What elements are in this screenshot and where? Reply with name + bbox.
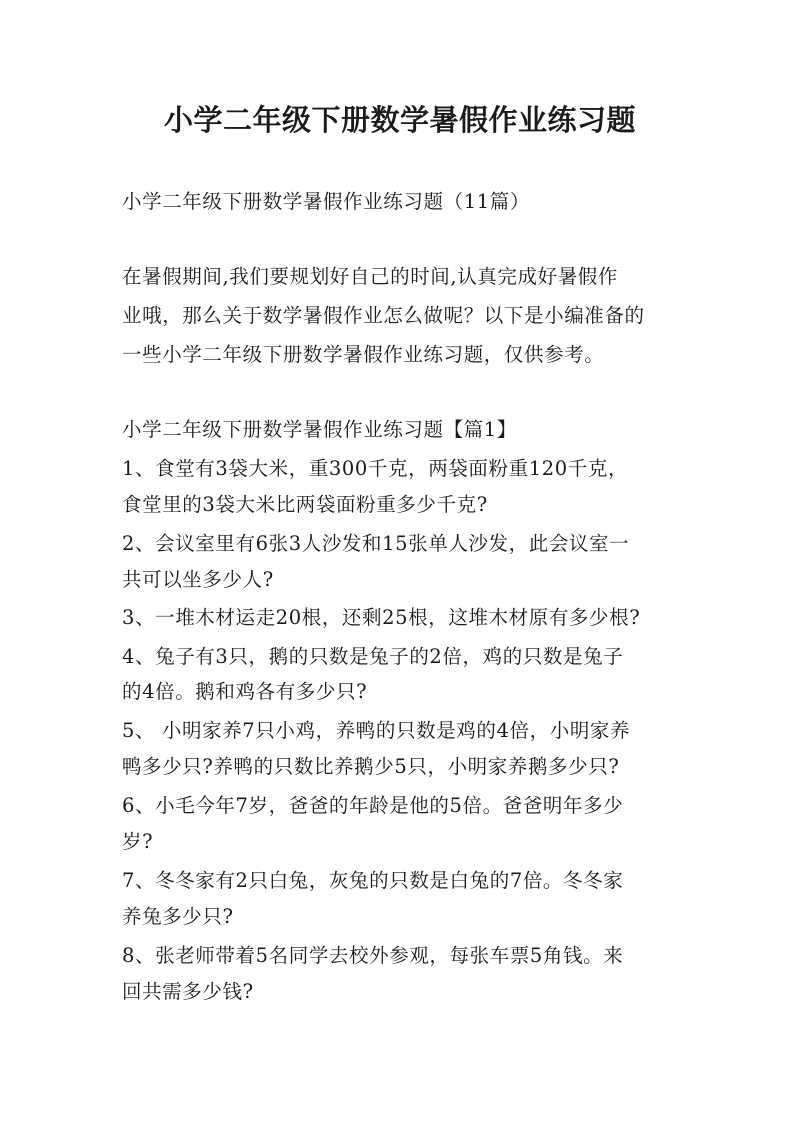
intro-line: 业哦，那么关于数学暑假作业怎么做呢？以下是小编准备的 bbox=[122, 304, 645, 327]
question-line: 共可以坐多少人? bbox=[122, 568, 274, 591]
question-line: 岁? bbox=[122, 830, 154, 853]
question-line: 的4倍。鹅和鸡各有多少只? bbox=[122, 680, 368, 703]
question-line: 1、食堂有3袋大米，重300千克，两袋面粉重120千克， bbox=[122, 457, 629, 480]
document-subtitle: 小学二年级下册数学暑假作业练习题（11篇） bbox=[122, 190, 530, 213]
question-line: 2、会议室里有6张3人沙发和15张单人沙发，此会议室一 bbox=[122, 532, 630, 555]
intro-line: 一些小学二年级下册数学暑假作业练习题，仅供参考。 bbox=[122, 343, 605, 366]
question-line: 回共需多少钱? bbox=[122, 980, 254, 1003]
question-line: 养兔多少只? bbox=[122, 905, 234, 928]
question-line: 鸭多少只?养鸭的只数比养鹅少5只，小明家养鹅多少只? bbox=[122, 755, 620, 778]
question-line: 3、一堆木材运走20根，还剩25根，这堆木材原有多少根? bbox=[122, 606, 641, 629]
question-line: 6、小毛今年7岁，爸爸的年龄是他的5倍。爸爸明年多少 bbox=[122, 794, 624, 817]
section-heading: 小学二年级下册数学暑假作业练习题【篇1】 bbox=[122, 418, 517, 441]
question-line: 8、张老师带着5名同学去校外参观，每张车票5角钱。来 bbox=[122, 944, 624, 967]
question-line: 5、 小明家养7只小鸡，养鸭的只数是鸡的4倍，小明家养 bbox=[122, 719, 631, 742]
question-line: 食堂里的3袋大米比两袋面粉重多少千克? bbox=[122, 493, 488, 516]
intro-line: 在暑假期间,我们要规划好自己的时间,认真完成好暑假作 bbox=[122, 265, 618, 288]
document-title: 小学二年级下册数学暑假作业练习题 bbox=[163, 103, 636, 137]
question-line: 4、兔子有3只，鹅的只数是兔子的2倍，鸡的只数是兔子 bbox=[122, 645, 624, 668]
question-line: 7、冬冬家有2只白兔，灰兔的只数是白兔的7倍。冬冬家 bbox=[122, 869, 624, 892]
